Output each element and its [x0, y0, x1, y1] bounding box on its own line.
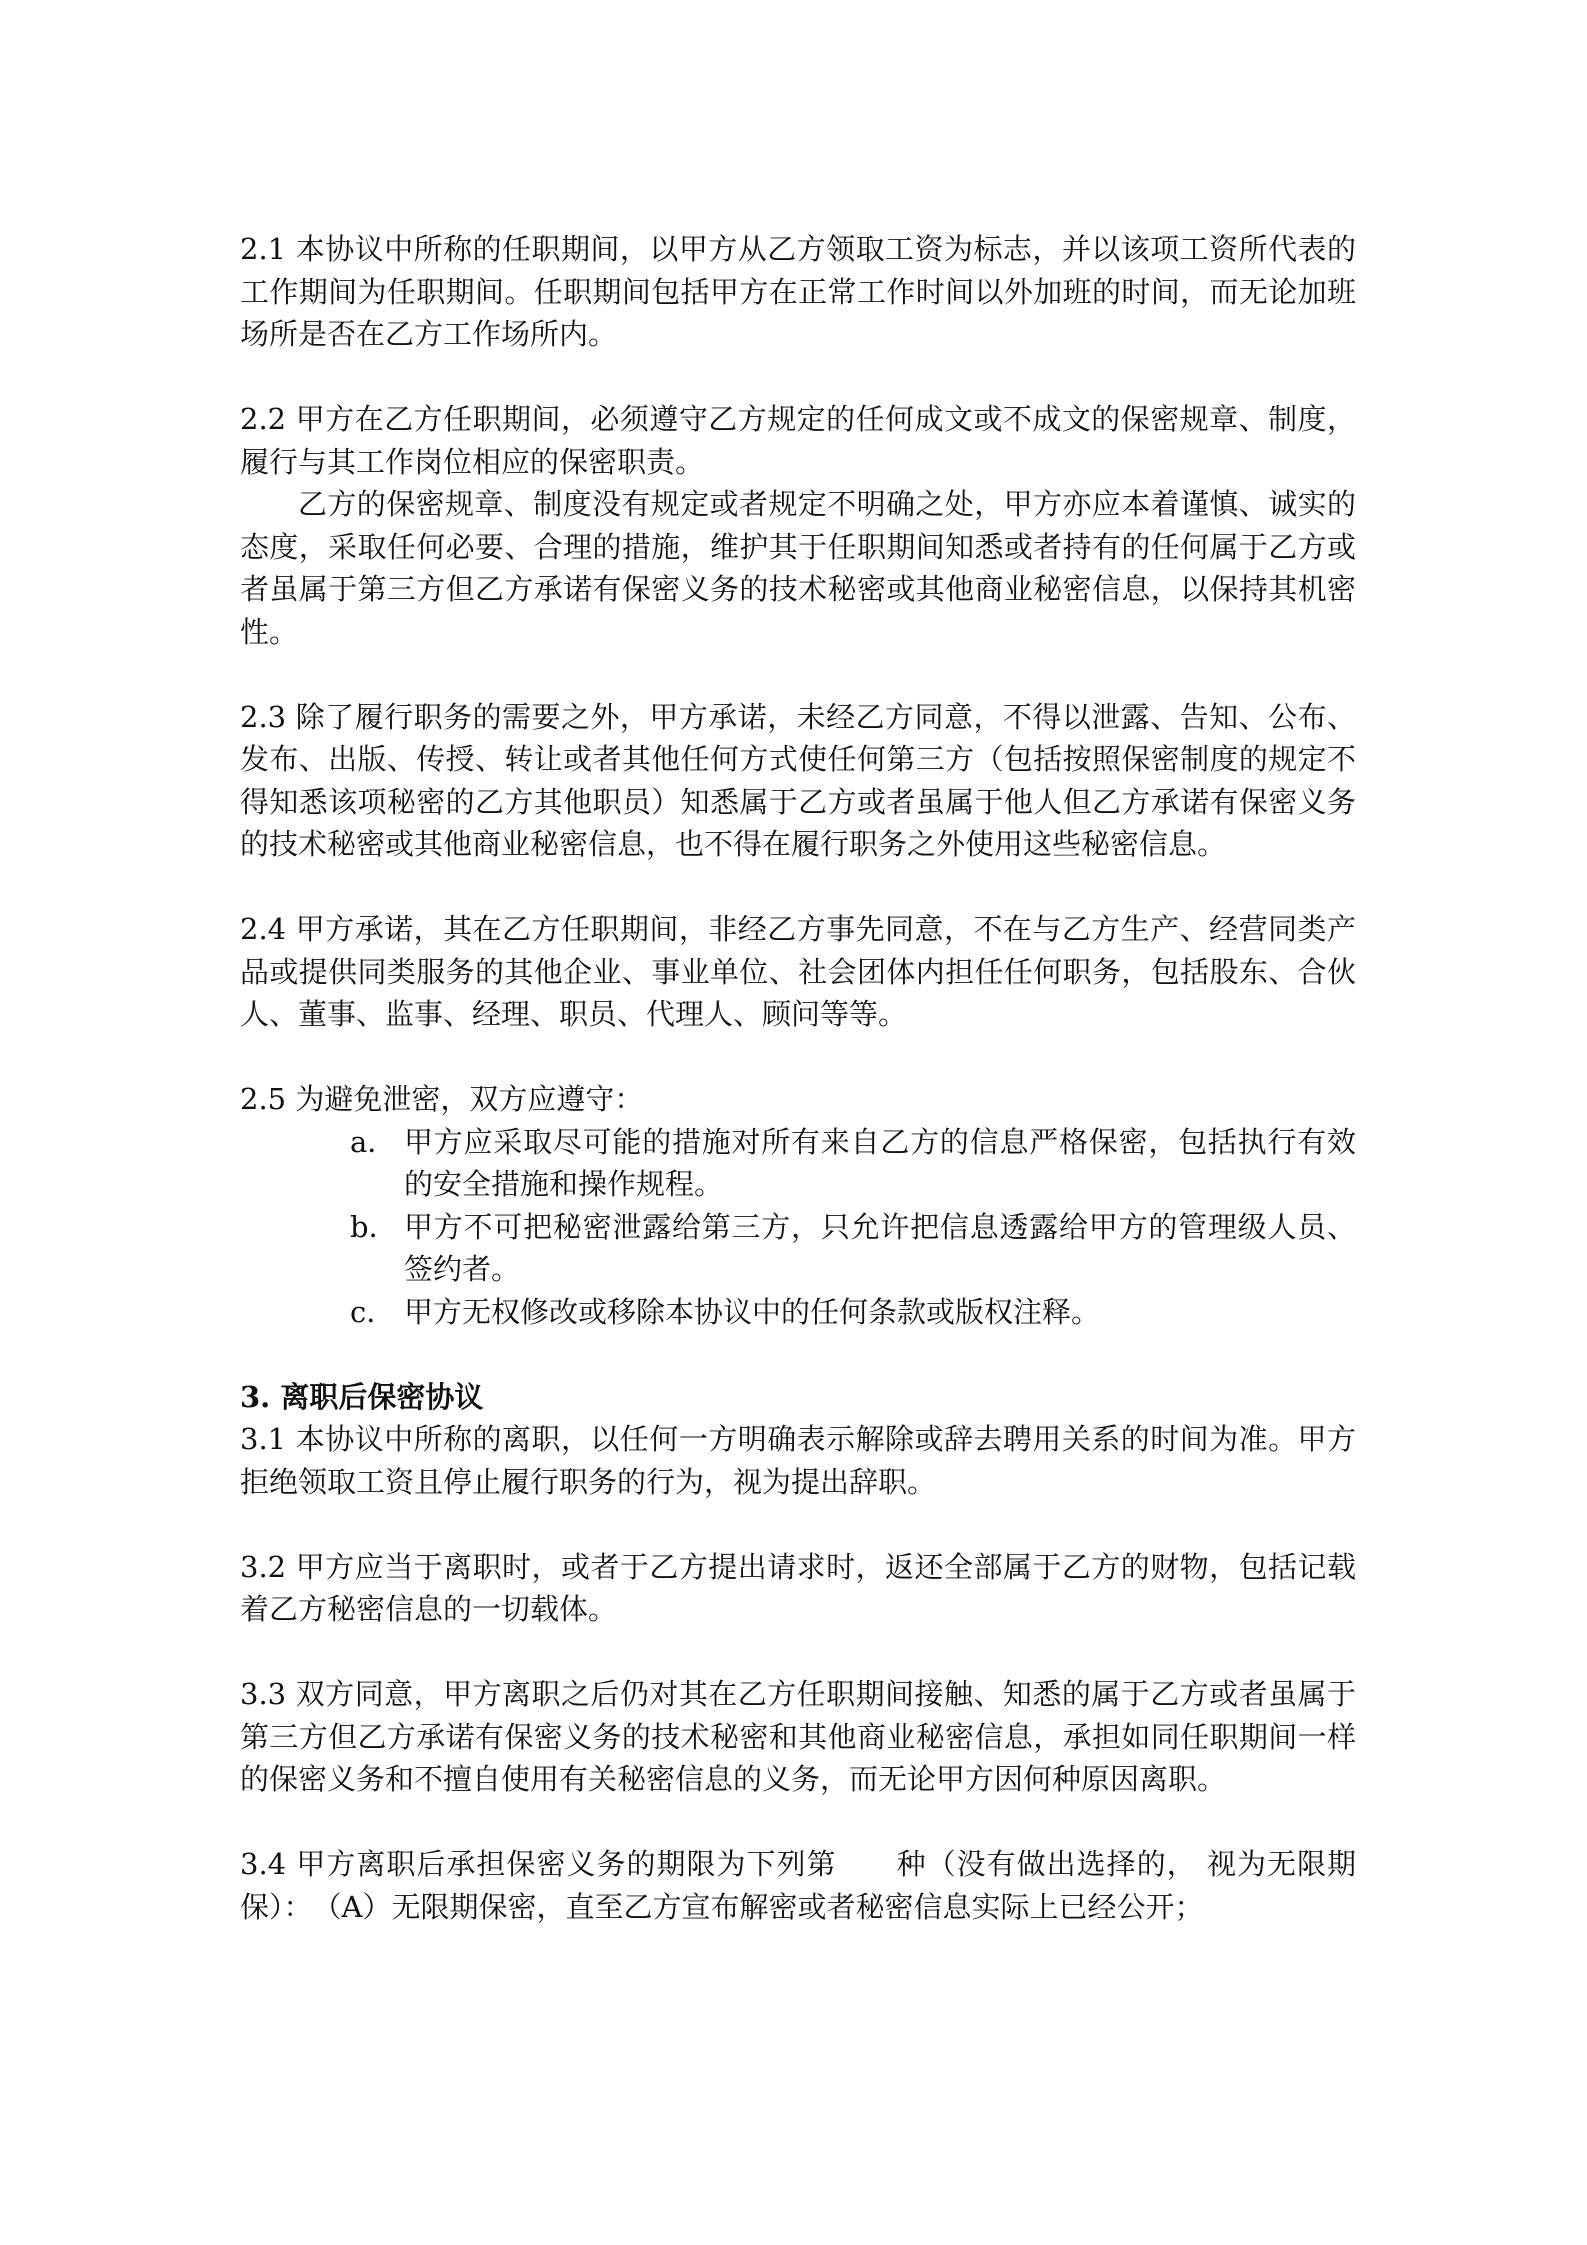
- clause-2-2: 2.2 甲方在乙方任职期间，必须遵守乙方规定的任何成文或不成文的保密规章、制度，履行与其工作岗位相应的保密职责。: [240, 402, 1356, 479]
- clause-3-3: 3.3 双方同意，甲方离职之后仍对其在乙方任职期间接触、知悉的属于乙方或者虽属于第三方但乙方承诺有保密义务的技术秘密和其他商业秘密信息，承担如同任职期间一样的保密义务和不擅自使用有关秘密信息的义务，而无论甲方因何种原因离职。: [240, 1677, 1356, 1796]
- section-3-heading: 3. 离职后保密协议: [240, 1379, 484, 1414]
- clause-2-3: 2.3 除了履行职务的需要之外，甲方承诺，未经乙方同意，不得以泄露、告知、公布、发布、出版、传授、转让或者其他任何方式使任何第三方（包括按照保密制度的规定不得知悉该项秘密的乙方其他职员）知悉属于乙方或者虽属于他人但乙方承诺有保密义务的技术秘密或其他商业秘密信息，也不得在履行职务之外使用这些秘密信息。: [240, 699, 1356, 861]
- list-marker: c．: [350, 1294, 396, 1329]
- clause-2-5: 2.5 为避免泄密，双方应遵守：: [240, 1082, 644, 1116]
- clause-2-5-list: [240, 1121, 1356, 1334]
- list-item-text: 甲方不可把秘密泄露给第三方，只允许把信息透露给甲方的管理级人员、签约者。: [404, 1209, 1356, 1286]
- clause-2-2-continued: 乙方的保密规章、制度没有规定或者规定不明确之处，甲方亦应本着谨慎、诚实的态度，采取任何必要、合理的措施，维护其于任职期间知悉或者持有的任何属于乙方或者虽属于第三方但乙方承诺有保密义务的技术秘密或其他商业秘密信息，以保持其机密性。: [240, 487, 1356, 649]
- clause-2-4: 2.4 甲方承诺，其在乙方任职期间，非经乙方事先同意，不在与乙方生产、经营同类产品或提供同类服务的其他企业、事业单位、社会团体内担任任何职务，包括股东、合伙人、董事、监事、经理、职员、代理人、顾问等等。: [240, 912, 1356, 1031]
- list-item-text: 甲方应采取尽可能的措施对所有来自乙方的信息严格保密，包括执行有效的安全措施和操作规程。: [404, 1124, 1356, 1201]
- clause-3-2: 3.2 甲方应当于离职时，或者于乙方提出请求时，返还全部属于乙方的财物，包括记载着乙方秘密信息的一切载体。: [240, 1549, 1356, 1626]
- list-marker: b．: [350, 1209, 398, 1244]
- clause-2-1: 2.1 本协议中所称的任职期间，以甲方从乙方领取工资为标志，并以该项工资所代表的工作期间为任职期间。任职期间包括甲方在正常工作时间以外加班的时间，而无论加班场所是否在乙方工作场所内。: [240, 232, 1356, 351]
- list-item: [240, 1291, 1356, 1334]
- document-page: [240, 228, 1356, 1928]
- list-item: [240, 1121, 1356, 1206]
- list-item-text: 甲方无权修改或移除本协议中的任何条款或版权注释。: [404, 1294, 1101, 1329]
- list-item: [240, 1206, 1356, 1291]
- list-marker: a．: [350, 1124, 397, 1159]
- clause-3-1: 3.1 本协议中所称的离职，以任何一方明确表示解除或辞去聘用关系的时间为准。甲方拒绝领取工资且停止履行职务的行为，视为提出辞职。: [240, 1422, 1356, 1499]
- clause-3-4: 3.4 甲方离职后承担保密义务的期限为下列第 种（没有做出选择的， 视为无限期保）： （A）无限期保密，直至乙方宣布解密或者秘密信息实际上已经公开；: [240, 1847, 1356, 1924]
